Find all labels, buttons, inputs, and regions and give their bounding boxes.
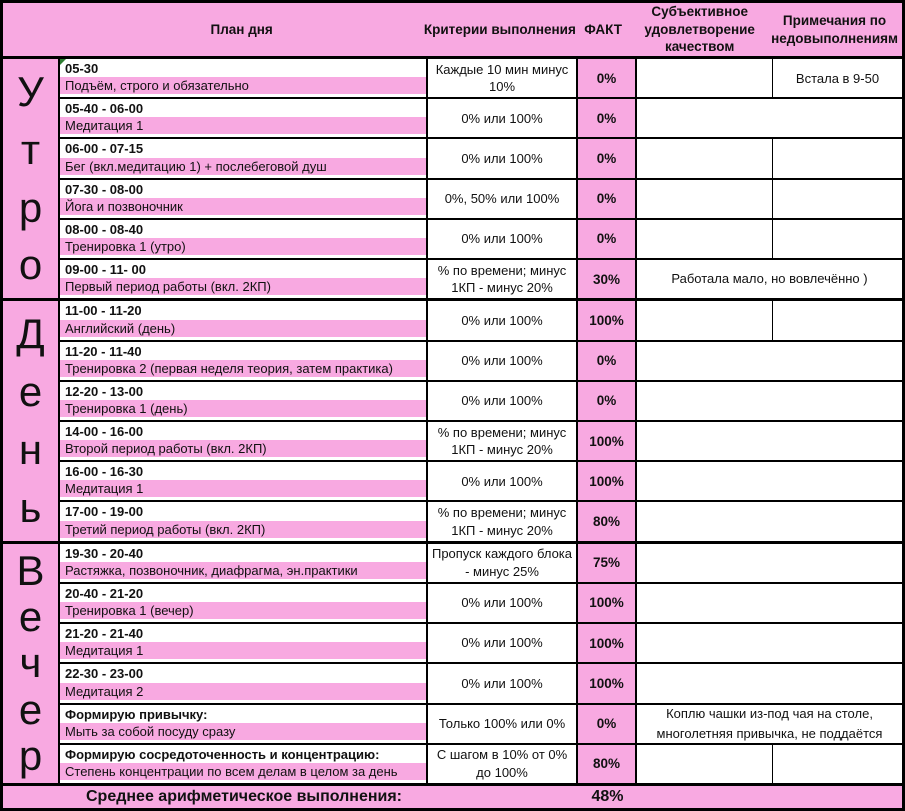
plan-cell[interactable] — [60, 664, 428, 702]
criteria-cell[interactable]: 0% или 100% — [428, 462, 578, 500]
plan-cell[interactable] — [60, 220, 428, 258]
average-value[interactable]: 48% — [591, 787, 624, 805]
activity-label: Медитация 2 — [60, 683, 426, 700]
satisfaction-notes-cell[interactable] — [637, 502, 902, 540]
notes-cell[interactable]: Встала в 9-50 — [795, 70, 880, 86]
section-letter: е — [18, 368, 43, 416]
section-letter: е — [18, 685, 43, 733]
criteria-cell[interactable]: 0%, 50% или 100% — [428, 180, 578, 218]
time-label: 22-30 - 23-00 — [65, 666, 144, 682]
fact-cell[interactable]: 100% — [578, 584, 637, 622]
fact-cell[interactable]: 100% — [578, 462, 637, 500]
section-letter: р — [18, 731, 43, 779]
criteria-cell[interactable]: С шагом в 10% от 0% до 100% — [428, 745, 578, 783]
notes-cell[interactable] — [773, 745, 902, 783]
comment-flag-icon — [60, 59, 66, 65]
notes-cell[interactable] — [773, 301, 902, 339]
time-label: 08-00 - 08-40 — [65, 221, 144, 237]
table-row — [60, 460, 902, 500]
plan-cell[interactable] — [60, 260, 428, 298]
criteria-cell[interactable]: % по времени; минус 1КП - минус 20% — [428, 422, 578, 460]
table-row — [60, 662, 902, 702]
activity-label: Тренировка 1 (день) — [60, 400, 426, 417]
table-row — [60, 59, 902, 97]
time-label: 06-00 - 07-15 — [65, 141, 144, 157]
time-label: 21-20 - 21-40 — [65, 626, 144, 642]
activity-label: Медитация 1 — [60, 642, 426, 659]
satisfaction-notes-cell[interactable] — [637, 664, 902, 702]
section-day — [3, 298, 902, 540]
activity-label: Медитация 1 — [60, 117, 426, 134]
fact-cell[interactable]: 0% — [578, 705, 637, 743]
table-row — [60, 301, 902, 339]
plan-cell[interactable] — [60, 139, 428, 177]
satisfaction-notes-cell[interactable] — [637, 99, 902, 137]
satisfaction-notes-cell[interactable] — [637, 382, 902, 420]
fact-cell[interactable]: 100% — [578, 422, 637, 460]
criteria-cell[interactable]: % по времени; минус 1КП - минус 20% — [428, 502, 578, 540]
criteria-cell[interactable]: 0% или 100% — [428, 220, 578, 258]
satisfaction-cell[interactable] — [637, 139, 773, 177]
satisfaction-cell[interactable] — [637, 745, 773, 783]
plan-cell[interactable] — [60, 584, 428, 622]
header-notes: Примечания по недовыполнениям — [771, 12, 899, 46]
section-morning — [3, 59, 902, 298]
fact-cell[interactable]: 100% — [578, 624, 637, 662]
satisfaction-notes-cell[interactable] — [637, 422, 902, 460]
table-row — [60, 544, 902, 582]
criteria-cell[interactable]: 0% или 100% — [428, 301, 578, 339]
table-row — [60, 703, 902, 743]
satisfaction-notes-cell[interactable] — [637, 624, 902, 662]
section-letter: е — [18, 593, 43, 641]
header-row — [3, 3, 902, 59]
time-label: 11-00 - 11-20 — [65, 303, 142, 319]
fact-cell[interactable]: 0% — [578, 59, 637, 97]
fact-cell[interactable]: 0% — [578, 382, 637, 420]
activity-label: Английский (день) — [60, 320, 426, 337]
section-label-morning — [3, 59, 60, 298]
time-label: Формирую привычку: — [65, 706, 208, 722]
fact-cell[interactable]: 30% — [578, 260, 637, 298]
plan-cell[interactable] — [60, 342, 428, 380]
activity-label: Бег (вкл.медитацию 1) + послебеговой душ — [60, 158, 426, 175]
notes-cell[interactable] — [773, 220, 902, 258]
plan-cell[interactable] — [60, 544, 428, 582]
activity-label: Тренировка 1 (вечер) — [60, 602, 426, 619]
section-letter: н — [18, 425, 43, 473]
activity-label: Тренировка 1 (утро) — [60, 238, 426, 255]
notes-cell[interactable] — [773, 180, 902, 218]
plan-cell[interactable] — [60, 180, 428, 218]
header-fact: ФАКТ — [584, 21, 622, 37]
time-label: 05-40 - 06-00 — [65, 101, 144, 117]
table-row — [60, 258, 902, 298]
fact-cell[interactable]: 100% — [578, 664, 637, 702]
table-row — [60, 380, 902, 420]
table-row — [60, 340, 902, 380]
table-row — [60, 582, 902, 622]
satisfaction-notes-cell[interactable]: Коплю чашки из-под чая на столе, многолетняя привычка, не поддаётся — [656, 706, 883, 741]
activity-label: Степень концентрации по всем делам в целом за день — [60, 763, 426, 780]
satisfaction-notes-cell[interactable]: Работала мало, но вовлечённо ) — [671, 271, 868, 287]
table-row — [60, 178, 902, 218]
section-letter: ь — [19, 483, 42, 531]
plan-cell[interactable] — [60, 462, 428, 500]
criteria-cell[interactable]: Только 100% или 0% — [428, 705, 578, 743]
header-criteria: Критерии выполнения — [423, 21, 576, 37]
header-satisfaction: Субъективное удовлетворение качеством — [644, 4, 755, 55]
footer-row — [3, 783, 902, 808]
fact-cell[interactable]: 80% — [578, 502, 637, 540]
satisfaction-cell[interactable] — [637, 220, 773, 258]
fact-cell[interactable]: 0% — [578, 139, 637, 177]
plan-cell[interactable] — [60, 382, 428, 420]
fact-cell[interactable]: 0% — [578, 180, 637, 218]
header-plan: План дня — [210, 21, 273, 37]
time-label: 05-30 — [60, 59, 426, 77]
section-label-evening — [3, 544, 60, 783]
time-label: 11-20 - 11-40 — [65, 343, 142, 359]
criteria-cell[interactable]: 0% или 100% — [428, 584, 578, 622]
plan-cell[interactable] — [60, 422, 428, 460]
section-letter: ч — [19, 639, 42, 687]
table-row — [60, 137, 902, 177]
fact-cell[interactable]: 100% — [578, 301, 637, 339]
satisfaction-notes-cell[interactable] — [637, 342, 902, 380]
satisfaction-notes-cell[interactable] — [637, 584, 902, 622]
notes-cell[interactable] — [773, 139, 902, 177]
activity-label: Третий период работы (вкл. 2КП) — [60, 521, 426, 538]
activity-label: Йога и позвоночник — [60, 198, 426, 215]
fact-cell[interactable]: 80% — [578, 745, 637, 783]
satisfaction-notes-cell[interactable] — [637, 544, 902, 582]
table-row — [60, 622, 902, 662]
time-label: 14-00 - 16-00 — [65, 423, 144, 439]
satisfaction-cell[interactable] — [637, 301, 773, 339]
fact-cell[interactable]: 0% — [578, 220, 637, 258]
time-label: 16-00 - 16-30 — [65, 464, 144, 480]
fact-cell[interactable]: 0% — [578, 342, 637, 380]
activity-label: Тренировка 2 (первая неделя теория, затем практика) — [60, 360, 426, 377]
fact-cell[interactable]: 75% — [578, 544, 637, 582]
time-label: 19-30 - 20-40 — [65, 545, 144, 561]
plan-cell[interactable] — [60, 301, 428, 339]
criteria-cell[interactable]: 0% или 100% — [428, 664, 578, 702]
section-letter: т — [20, 125, 41, 173]
satisfaction-cell[interactable] — [637, 180, 773, 218]
activity-label: Медитация 1 — [60, 480, 426, 497]
time-label: 09-00 - 11- 00 — [65, 262, 146, 278]
activity-label: Первый период работы (вкл. 2КП) — [60, 278, 426, 295]
table-row — [60, 500, 902, 540]
section-letter: У — [17, 67, 44, 115]
criteria-cell[interactable]: Каждые 10 мин минус 10% — [428, 59, 578, 97]
section-letter: В — [16, 546, 45, 594]
activity-label: Подъём, строго и обязательно — [60, 77, 426, 94]
section-letter: Д — [16, 310, 45, 358]
activity-label: Второй период работы (вкл. 2КП) — [60, 440, 426, 457]
table-row — [60, 420, 902, 460]
activity-label: Растяжка, позвоночник, диафрагма, эн.практики — [60, 562, 426, 579]
section-letter: о — [18, 241, 43, 289]
time-label: 20-40 - 21-20 — [65, 585, 144, 601]
time-label: 17-00 - 19-00 — [65, 504, 144, 520]
criteria-cell[interactable]: Пропуск каждого блока - минус 25% — [428, 544, 578, 582]
criteria-cell[interactable]: 0% или 100% — [428, 382, 578, 420]
criteria-cell[interactable]: 0% или 100% — [428, 99, 578, 137]
fact-cell[interactable]: 0% — [578, 99, 637, 137]
time-label: 12-20 - 13-00 — [65, 383, 144, 399]
average-label: Среднее арифметическое выполнения: — [86, 787, 402, 805]
plan-cell[interactable] — [60, 502, 428, 540]
section-label-day — [3, 301, 60, 540]
activity-label: Мыть за собой посуду сразу — [60, 723, 426, 740]
plan-cell[interactable] — [60, 705, 428, 743]
satisfaction-cell[interactable] — [637, 59, 773, 97]
table-row — [60, 97, 902, 137]
plan-cell[interactable] — [60, 745, 428, 783]
table-row — [60, 218, 902, 258]
time-label: 07-30 - 08-00 — [65, 181, 144, 197]
section-letter: р — [18, 183, 43, 231]
criteria-cell[interactable]: 0% или 100% — [428, 139, 578, 177]
criteria-cell[interactable]: 0% или 100% — [428, 624, 578, 662]
plan-cell[interactable] — [60, 59, 428, 97]
criteria-cell[interactable]: % по времени; минус 1КП - минус 20% — [428, 260, 578, 298]
plan-cell[interactable] — [60, 99, 428, 137]
section-evening — [3, 541, 902, 783]
time-label: Формирую сосредоточенность и концентрацию: — [65, 746, 380, 762]
plan-cell[interactable] — [60, 624, 428, 662]
criteria-cell[interactable]: 0% или 100% — [428, 342, 578, 380]
table-row — [60, 743, 902, 783]
satisfaction-notes-cell[interactable] — [637, 462, 902, 500]
